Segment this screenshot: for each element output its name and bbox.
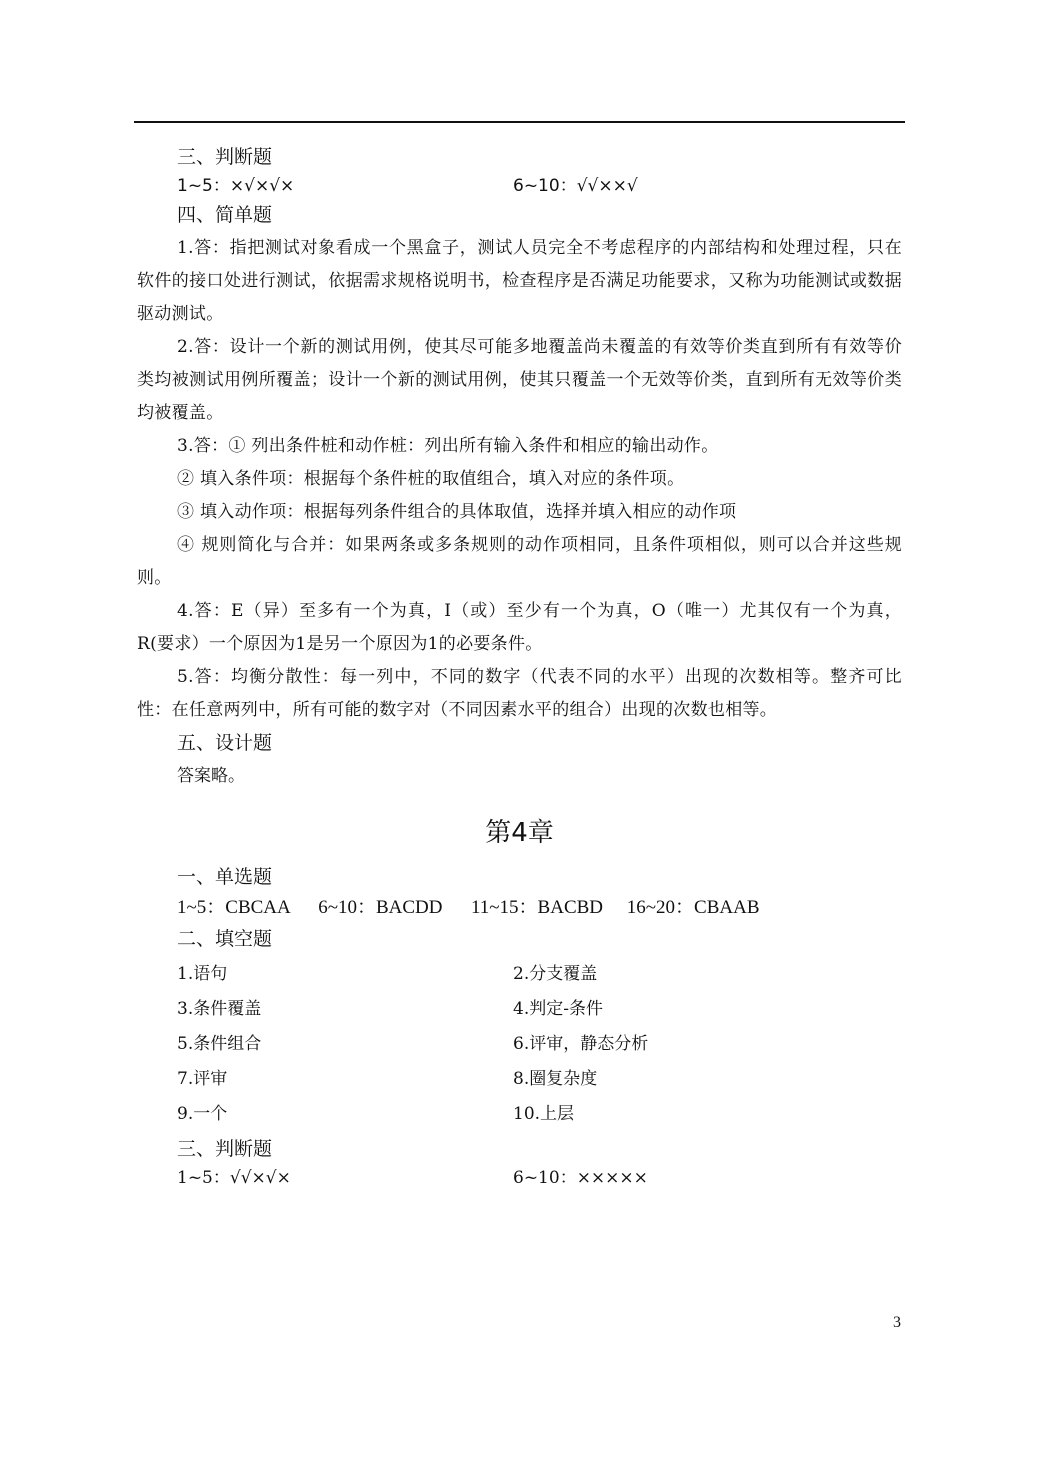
fill-blank-answer: 7.评审 — [177, 1069, 228, 1089]
fill-blank-row — [137, 1067, 902, 1091]
fill-blank-answer: 10.上层 — [513, 1104, 575, 1124]
answer-paragraph-3: 3.答：① 列出条件桩和动作桩：列出所有输入条件和相应的输出动作。 — [177, 436, 719, 456]
fill-blank-answer: 3.条件覆盖 — [177, 999, 262, 1019]
judgment-answers-row — [137, 174, 902, 198]
page-content — [137, 141, 902, 1195]
page-number: 3 — [893, 1314, 901, 1331]
answer-paragraph-5: 5.答：均衡分散性：每一列中，不同的数字（代表不同的水平）出现的次数相等。整齐可比性：在任意两列中，所有可能的数字对（不同因素水平的组合）出现的次数也相等。 — [137, 667, 902, 720]
judgment-answers-6-10: 6~10：√√××√ — [513, 176, 638, 196]
judgment-answers-row-ch4 — [137, 1166, 902, 1190]
section-heading-judgment-ch4: 三、判断题 — [177, 1138, 273, 1160]
fill-blank-row — [137, 1102, 902, 1126]
section-heading-single-choice: 一、单选题 — [177, 866, 273, 888]
fill-blank-answer: 8.圈复杂度 — [513, 1069, 598, 1089]
answer-paragraph-4: 4.答：E（异）至多有一个为真，I（或）至少有一个为真，O（唯一）尤其仅有一个为真，R(要求）一个原因为1是另一个原因为1的必要条件。 — [137, 601, 902, 654]
answer-paragraph-3-step-4: ④ 规则简化与合并：如果两条或多条规则的动作项相同，且条件项相似，则可以合并这些规则。 — [137, 535, 902, 588]
fill-blank-answer: 6.评审，静态分析 — [513, 1034, 649, 1054]
answer-paragraph-3-step-3: ③ 填入动作项：根据每列条件组合的具体取值，选择并填入相应的动作项 — [177, 502, 737, 522]
fill-blank-row — [137, 997, 902, 1021]
fill-blank-answer: 5.条件组合 — [177, 1034, 262, 1054]
header-rule — [134, 121, 905, 123]
fill-blank-row — [137, 1032, 902, 1056]
judgment-answers-1-5: 1~5：√√×√× — [177, 1168, 291, 1188]
answer-paragraph-2: 2.答：设计一个新的测试用例，使其尽可能多地覆盖尚未覆盖的有效等价类直到所有有效等价类均被测试用例所覆盖；设计一个新的测试用例，使其只覆盖一个无效等价类，直到所有无效等价类均被覆盖。 — [137, 337, 902, 423]
section-heading-design: 五、设计题 — [177, 732, 273, 754]
chapter-title: 第4章 — [485, 818, 554, 848]
design-answer: 答案略。 — [177, 766, 245, 786]
fill-blank-answer: 2.分支覆盖 — [513, 964, 598, 984]
fill-blank-answer: 4.判定-条件 — [513, 999, 603, 1019]
fill-blank-answer: 9.一个 — [177, 1104, 228, 1124]
answer-paragraph-1: 1.答：指把测试对象看成一个黑盒子，测试人员完全不考虑程序的内部结构和处理过程，只在软件的接口处进行测试，依据需求规格说明书，检查程序是否满足功能要求，又称为功能测试或数据驱动测试。 — [137, 238, 902, 324]
section-heading-short-answer: 四、简单题 — [177, 204, 273, 226]
fill-blank-answer: 1.语句 — [177, 964, 228, 984]
answer-paragraph-3-step-2: ② 填入条件项：根据每个条件桩的取值组合，填入对应的条件项。 — [177, 469, 685, 489]
section-heading-fill-blank: 二、填空题 — [177, 928, 273, 950]
judgment-answers-6-10: 6~10：××××× — [513, 1168, 648, 1188]
fill-blank-row — [137, 962, 902, 986]
judgment-answers-1-5: 1~5：×√×√× — [177, 176, 295, 196]
section-heading-judgment: 三、判断题 — [177, 146, 273, 168]
single-choice-answers: 1~5：CBCAA 6~10：BACDD 11~15：BACBD 16~20：CBAAB — [177, 897, 760, 918]
